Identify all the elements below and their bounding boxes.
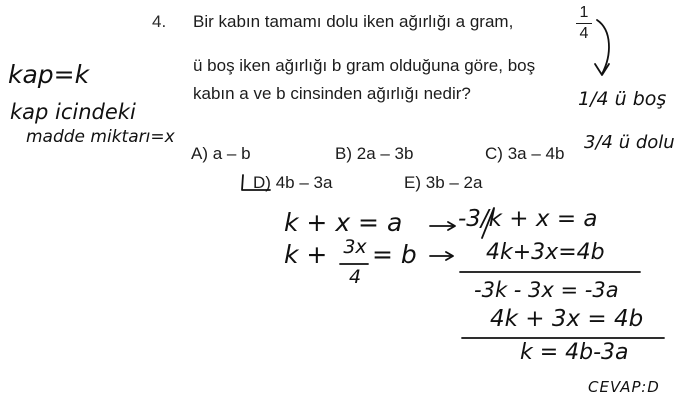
note-contents-line-2: madde miktarı=x — [26, 127, 175, 147]
equation-2-numerator: 3x — [343, 236, 367, 258]
equation-1: k + x = a — [284, 208, 403, 237]
question-number: 4. — [152, 12, 167, 31]
question-line-2: ü boş iken ağırlığı b gram olduğuna göre, boş — [193, 56, 536, 75]
equation-1-scaled: -3/k + x = a — [458, 206, 598, 232]
result: k = 4b-3a — [520, 340, 629, 365]
choice-e-text: 3b – 2a — [425, 173, 483, 192]
note-three-quarter-full: 3/4 ü dolu — [584, 132, 675, 153]
choice-d-text: 4b – 3a — [275, 173, 333, 192]
choice-b-letter: B) — [335, 144, 352, 163]
choice-a-text: a – b — [212, 144, 251, 163]
step-1: -3k - 3x = -3a — [474, 278, 619, 302]
step-2: 4k + 3x = 4b — [490, 306, 644, 332]
choice-c-letter: C) — [485, 144, 503, 163]
multiplier-slash — [482, 208, 494, 238]
fraction-denominator: 4 — [579, 25, 589, 42]
note-quarter-empty: 1/4 ü boş — [578, 88, 667, 110]
answer-check-mark — [242, 175, 270, 190]
equation-2-denominator: 4 — [348, 266, 362, 288]
choice-d-letter: D) — [253, 173, 271, 192]
fraction-numerator: 1 — [579, 4, 589, 21]
question-line-3: kabın a ve b cinsinden ağırlığı nedir? — [193, 84, 471, 103]
question-line-1: Bir kabın tamamı dolu iken ağırlığı a gram, — [193, 12, 514, 31]
choice-e-letter: E) — [404, 173, 421, 192]
note-contents-line-1: kap icindeki — [10, 100, 136, 124]
equation-2-right: = b — [372, 240, 417, 269]
choice-a-letter: A) — [191, 144, 208, 163]
answer-note: CEVAP:D — [588, 378, 660, 396]
choice-c-text: 3a – 4b — [507, 144, 565, 163]
note-kap-definition: kap=k — [8, 60, 90, 89]
choice-b-text: 2a – 3b — [356, 144, 414, 163]
equation-2-scaled: 4k+3x=4b — [486, 240, 605, 265]
equation-2-left: k + — [284, 240, 328, 269]
arrow-fraction-head — [595, 64, 609, 75]
